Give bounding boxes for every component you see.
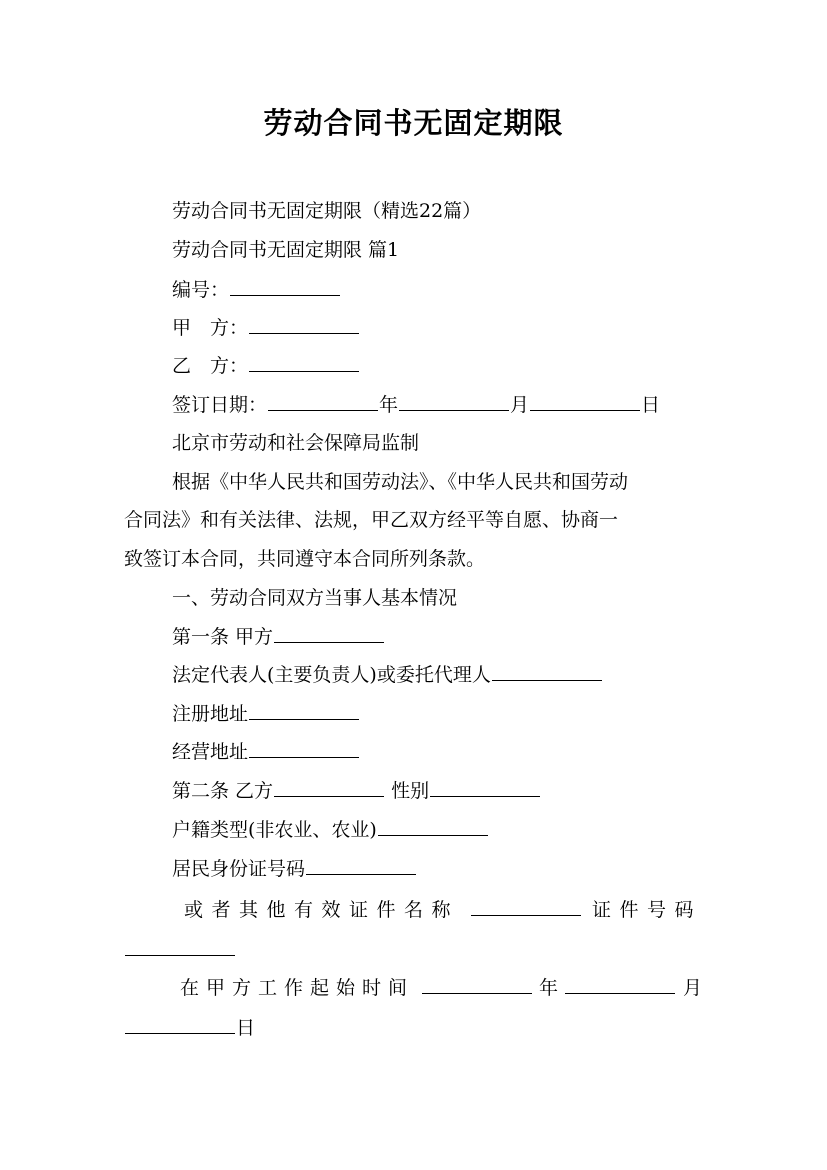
party-a-label: 甲 方：: [172, 317, 249, 339]
article-1-line: [172, 624, 385, 650]
legal-rep-label: 法定代表人(主要负责人)或委托代理人: [172, 664, 491, 686]
article-2-blank: [274, 778, 384, 797]
subtitle-line: 劳动合同书无固定期限（精选22篇）: [172, 200, 482, 222]
legal-rep-line: [172, 662, 603, 688]
sign-year-blank: [268, 392, 378, 411]
business-address-blank: [249, 739, 359, 758]
household-type-label: 户籍类型(非农业、农业): [172, 819, 377, 841]
number-line: [172, 277, 341, 303]
business-address-label: 经营地址: [172, 741, 249, 763]
start-day-label: 日: [236, 1017, 256, 1039]
party-b-blank: [249, 353, 359, 372]
sign-year-label: 年: [379, 394, 399, 416]
sign-date-line: [172, 392, 660, 418]
start-date-line: [180, 975, 702, 1001]
start-day-blank: [125, 1015, 235, 1034]
article-2-label: 第二条 乙方: [172, 780, 274, 802]
party-b-label: 乙 方：: [172, 355, 249, 377]
other-id-blank: [471, 897, 581, 916]
number-blank: [230, 277, 340, 296]
registered-address-label: 注册地址: [172, 703, 249, 725]
supervisor-line: 北京市劳动和社会保障局监制: [172, 432, 420, 454]
id-number-label-2: 证件号码: [591, 899, 702, 921]
sign-month-label: 月: [510, 394, 530, 416]
article-1-label: 第一条 甲方: [172, 626, 274, 648]
id-number-blank: [306, 856, 416, 875]
registered-address-blank: [249, 701, 359, 720]
document-title: 劳动合同书无固定期限: [263, 106, 564, 140]
other-id-line: [184, 897, 702, 923]
id-number-label: 居民身份证号码: [172, 858, 306, 880]
paragraph-line-2: 合同法》和有关法律、法规，甲乙双方经平等自愿、协商一: [124, 509, 619, 531]
sign-day-label: 日: [641, 394, 661, 416]
start-month-blank: [565, 975, 675, 994]
number-label: 编号：: [172, 279, 230, 301]
gender-label: 性别: [391, 780, 430, 802]
section-heading: 劳动合同书无固定期限 篇1: [172, 239, 400, 261]
legal-rep-blank: [492, 662, 602, 681]
start-date-label: 在甲方工作起始时间: [180, 977, 415, 999]
household-type-blank: [378, 817, 488, 836]
start-month-label: 月: [682, 977, 702, 999]
article-2-line: [172, 778, 541, 804]
other-id-number-blank: [125, 937, 235, 956]
chapter-heading: 一、劳动合同双方当事人基本情况: [172, 587, 458, 609]
business-address-line: [172, 739, 360, 765]
household-type-line: [172, 817, 489, 843]
sign-date-label: 签订日期：: [172, 394, 268, 416]
start-year-blank: [422, 975, 532, 994]
party-a-blank: [249, 315, 359, 334]
paragraph-line-3: 致签订本合同，共同遵守本合同所列条款。: [124, 548, 486, 570]
article-1-blank: [274, 624, 384, 643]
other-id-line-cont: [124, 937, 236, 963]
sign-month-blank: [399, 392, 509, 411]
start-date-line-cont: [124, 1015, 255, 1041]
party-b-line: [172, 353, 360, 379]
paragraph-line-1: 根据《中华人民共和国劳动法》、《中华人民共和国劳动: [172, 471, 629, 493]
id-number-line: [172, 856, 417, 882]
party-a-line: [172, 315, 360, 341]
gender-blank: [430, 778, 540, 797]
sign-day-blank: [530, 392, 640, 411]
other-id-label: 或者其他有效证件名称: [184, 899, 460, 921]
start-year-label: 年: [538, 977, 558, 999]
registered-address-line: [172, 701, 360, 727]
